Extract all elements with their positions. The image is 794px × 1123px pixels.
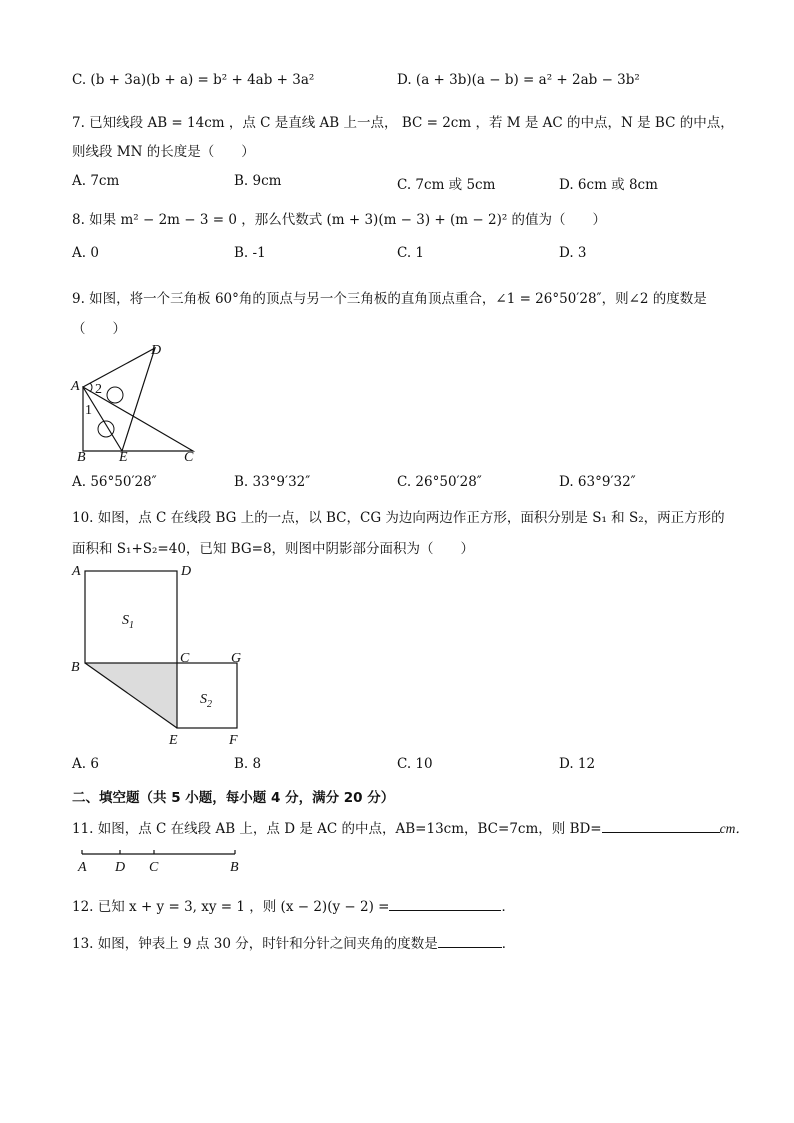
q12-period: ． [501,899,515,915]
q11-label-d: D [115,860,126,875]
q10-option-d: D. 12 [559,756,596,772]
q10-stem-line1: 10. 如图，点 C 在线段 BG 上的一点，以 BC，CG 为边向两边作正方形，面积分别是 S₁ 和 S₂，两正方形的 [72,510,725,526]
q13-answer-blank[interactable] [438,934,502,948]
q10-squares-figure [68,558,258,750]
q10-stem-line2: 面积和 S₁+S₂=40，已知 BG=8，则图中阴影部分面积为（ ） [72,541,475,557]
section2-title: 二、填空题（共 5 小题，每小题 4 分，满分 20 分） [72,790,395,806]
q9-label-a: A [71,379,80,394]
q7-stem-line2: 则线段 MN 的长度是（ ） [72,144,255,160]
q10-option-a: A. 6 [72,756,99,772]
q7-option-c: C. 7cm 或 5cm [397,177,496,193]
q9-option-b: B. 33°9′32″ [234,474,311,490]
q12-text: 12. 已知 x + y = 3, xy = 1 ，则 (x − 2)(y − 2) = [72,899,390,915]
q9-stem-line1: 9. 如图，将一个三角板 60°角的顶点与另一个三角板的直角顶点重合，∠1 = 26°50′28″，则∠2 的度数是 [72,291,707,307]
q9-label-d: D [151,343,162,358]
q10-label-g: G [231,651,242,666]
q10-label-b: B [71,660,80,675]
q8-option-a: A. 0 [72,245,99,261]
q9-label-e: E [119,450,128,465]
q7-option-d: D. 6cm 或 8cm [559,177,658,193]
q13-period: ． [501,936,516,952]
q10-square-s2 [177,663,237,728]
q10-label-c: C [180,651,190,666]
q9-stem-line2: （ ） [72,321,126,337]
q10-label-d: D [181,564,192,579]
q10-label-e: E [169,733,178,748]
q9-triangle-figure [70,338,210,466]
q13-stem [72,932,515,952]
q9-option-d: D. 63°9′32″ [559,474,636,490]
q11-stem [72,817,749,837]
q7-option-a: A. 7cm [72,173,120,189]
q11-label-b: B [230,860,239,875]
q8-option-d: D. 3 [559,245,587,261]
q11-label-c: C [149,860,159,875]
q9-triangle-hole-lower [98,421,114,437]
q12-stem [72,895,515,915]
q11-answer-blank[interactable] [602,819,720,833]
q10-option-c: C. 10 [397,756,433,772]
q10-label-s1: $S_1$ [122,613,134,631]
q11-segment-figure [72,845,247,877]
q7-stem-line1: 7. 已知线段 AB = 14cm ，点 C 是直线 AB 上一点， BC = 2cm ，若 M 是 AC 的中点，N 是 BC 的中点， [72,115,734,131]
q10-label-s2: $S_2$ [200,692,212,710]
q9-label-c: C [184,450,194,465]
q6-option-d: D. (a + 3b)(a − b) = a² + 2ab − 3b² [397,72,640,88]
q8-stem: 8. 如果 m² − 2m − 3 = 0 ，那么代数式 (m + 3)(m − 3) + (m − 2)² 的值为（ ） [72,212,607,228]
q9-sixty-degree-triangle [83,348,155,451]
q6-option-c: C. (b + 3a)(b + a) = b² + 4ab + 3a² [72,72,315,88]
q10-option-b: B. 8 [234,756,262,772]
q9-triangle-hole-upper [107,387,123,403]
q12-answer-blank[interactable] [389,897,501,911]
q8-option-b: B. -1 [234,245,266,261]
q11-label-a: A [78,860,87,875]
q7-option-b: B. 9cm [234,173,282,189]
q9-option-a: A. 56°50′28″ [72,474,157,490]
q9-label-angle2: 2 [95,382,102,397]
q10-label-f: F [229,733,238,748]
q13-text: 13. 如图，钟表上 9 点 30 分，时针和分针之间夹角的度数是 [72,936,438,952]
q10-square-s1 [85,571,177,663]
q11-text: 11. 如图，点 C 在线段 AB 上，点 D 是 AC 的中点，AB=13cm，BC=7cm，则 BD= [72,821,602,837]
q9-label-angle1: 1 [85,403,92,418]
q8-option-c: C. 1 [397,245,425,261]
q10-label-a: A [72,564,81,579]
q11-unit: cm． [719,821,749,836]
q9-label-b: B [77,450,86,465]
q9-option-c: C. 26°50′28″ [397,474,482,490]
